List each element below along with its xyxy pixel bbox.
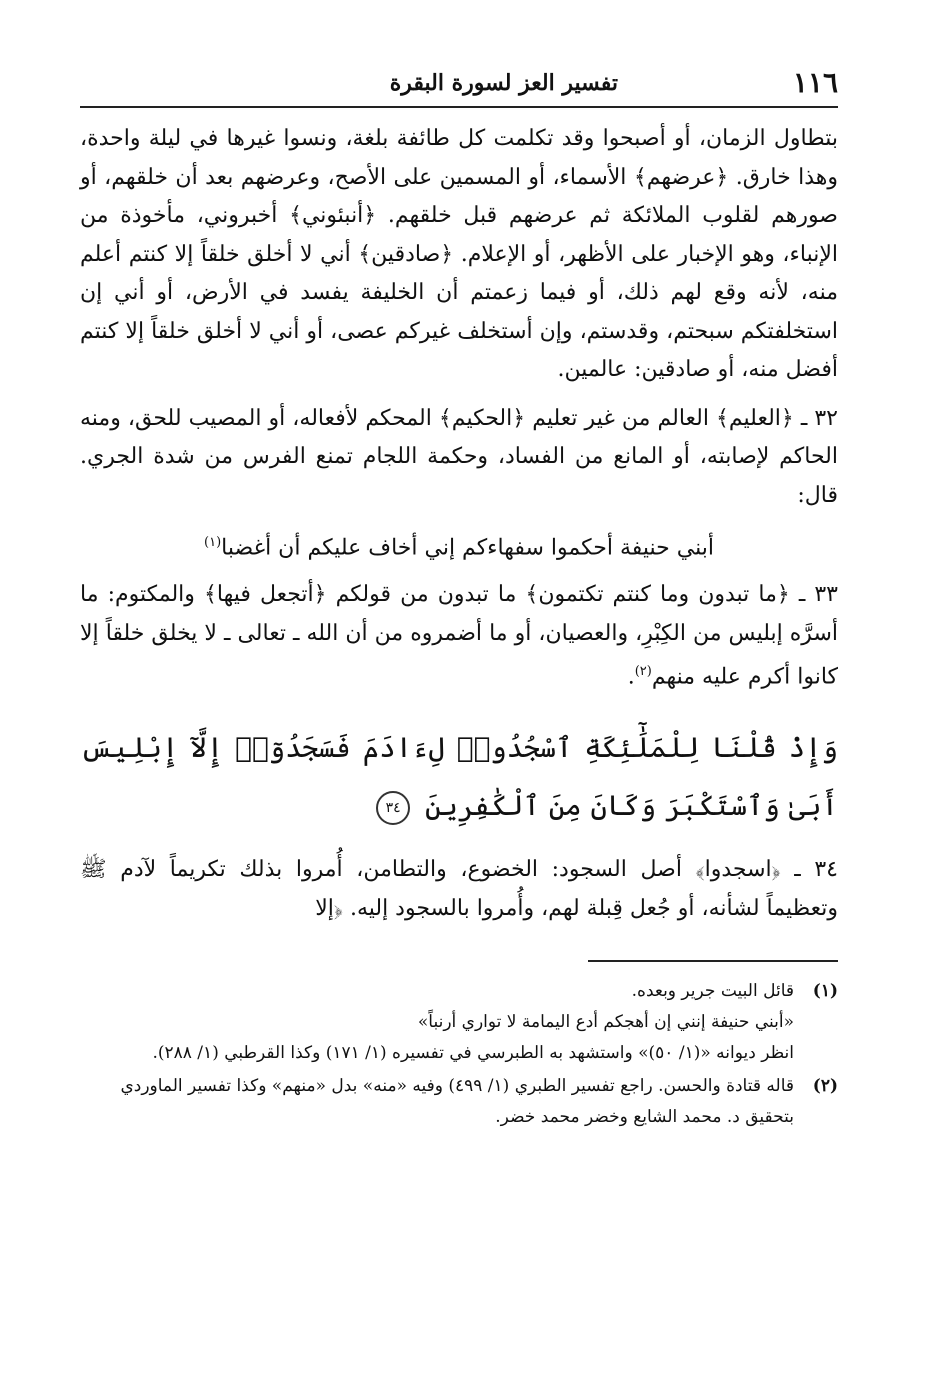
quran-verse	[80, 719, 838, 835]
paragraph-32: ٣٢ ـ ﴿العليم﴾ العالم من غير تعليم ﴿الحكيم﴾ المحكم لأفعاله، أو المصيب للحق، ومنه الحاكم لإصابته، أو المانع من الفساد، وحكمة اللجام تمنع الفرس من شدة الجري. قال:	[80, 405, 838, 508]
footnote-ref-1: (١)	[204, 535, 222, 550]
running-title: تفسير العز لسورة البقرة	[389, 70, 618, 96]
main-text	[80, 120, 838, 928]
footnote-1-line-3: انظر ديوانه «(١/ ٥٠)» واستشهد به الطبرسي في تفسيره (١/ ١٧١) وكذا القرطبي (١/ ٢٨٨).	[152, 1043, 794, 1064]
verse-text: أبني حنيفة أحكموا سفهاءكم إني أخاف عليكم أن أغضبا	[221, 535, 714, 561]
paragraph-33	[80, 576, 838, 697]
footnote-2	[80, 1071, 838, 1133]
page-header	[80, 62, 838, 108]
page-number: ١١٦	[792, 66, 838, 99]
quran-text: وَإِذْ قُلْنَا لِلْمَلَٰٓئِكَةِ ٱسْجُدُوا۟ لِءَادَمَ فَسَجَدُوٓا۟ إِلَّآ إِبْلِيسَ أَبَىٰ وَٱسْتَكْبَرَ وَكَانَ مِنَ ٱلْكَٰفِرِينَ	[80, 731, 838, 823]
paragraph-33-end: .	[627, 664, 635, 690]
footnote-2-number: (٢)	[812, 1076, 838, 1097]
footnote-separator	[588, 960, 838, 962]
verse-number-marker: ٣٤	[376, 791, 410, 825]
footnotes	[80, 976, 838, 1133]
footnote-1-number: (١)	[812, 981, 838, 1002]
footnote-ref-2: (٢)	[634, 664, 652, 680]
footnote-2-line-1: قاله قتادة والحسن. راجع تفسير الطبري (١/ ٤٩٩) وفيه «منه» بدل «منهم» وكذا تفسير الماوردي بتحقيق د. محمد الشايع وخضر محمد خضر.	[120, 1076, 794, 1128]
book-page	[80, 62, 838, 1342]
footnote-1-line-1: قائل البيت جرير وبعده.	[631, 981, 794, 1002]
footnote-1	[80, 976, 838, 1069]
paragraph-1: بتطاول الزمان، أو أصبحوا وقد تكلمت كل طائفة بلغة، ونسوا غيرها في ليلة واحدة، وهذا خارق. ﴿عرضهم﴾ الأسماء، أو المسمين على الأصح، وعرضهم بعد أن خلقهم، أو صورهم لقلوب الملائكة ثم عرضهم قبل خلقهم. ﴿أنبئوني﴾ أخبروني، مأخوذة من الإنباء، وهو الإخبار على الأظهر، أو الإعلام. ﴿صادقين﴾ أني لا أخلق خلقاً إلا كنتم أعلم منه، لأنه وقع لهم ذلك، أو فيما زعمتم أن الخليفة يفسد في الأرض، أو أني إن استخلفتكم سبحتم، وقدستم، وإن أستخلف غيركم عصى، أو أني لا أخلق خلقاً إلا كنتم أفضل منه، أو صادقين: عالمين.	[80, 126, 838, 382]
paragraph-34: ٣٤ ـ ﴿اسجدوا﴾ أصل السجود: الخضوع، والتطامن، أُمروا بذلك تكريماً لآدم ﷺ وتعظيماً لشأنه، أو جُعل قِبلة لهم، وأُمروا بالسجود إليه. ﴿إلا	[80, 857, 838, 921]
footnote-1-line-2: «أبني حنيفة إنني إن أهجكم أدع اليمامة لا تواري أرنباً»	[417, 1012, 794, 1033]
poetry-verse	[80, 523, 838, 568]
paragraph-33-text: ٣٣ ـ ﴿ما تبدون وما كنتم تكتمون﴾ ما تبدون من قولكم ﴿أتجعل فيها﴾ والمكتوم: ما أسرَّه إبليس من الكِبْرِ، والعصيان، أو ما أضمروه من أن الله ـ تعالى ـ لا يخلق خلقاً إلا كانوا أكرم عليه منهم	[80, 582, 838, 690]
